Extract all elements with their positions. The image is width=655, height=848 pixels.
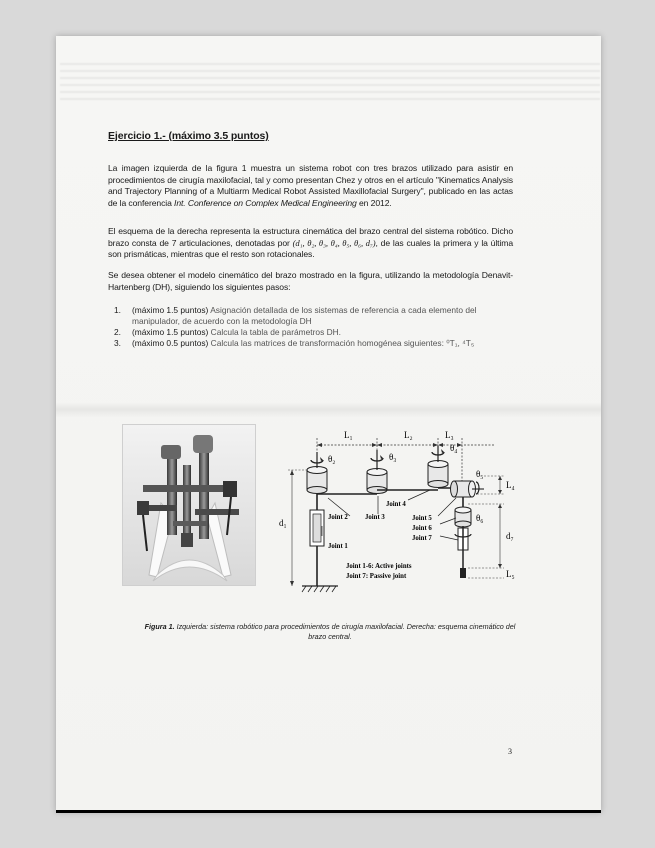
- label-L4: L₄: [506, 480, 515, 490]
- legend-active-joints: Joint 1-6: Active joints: [346, 563, 412, 570]
- theta4-rotation-icon: [432, 446, 444, 462]
- label-joint4: Joint 4: [386, 501, 406, 508]
- joint1-slider: [313, 514, 321, 542]
- legend-passive-joint: Joint 7: Passive joint: [346, 573, 407, 580]
- step-3-content: [132, 338, 514, 349]
- conference-name: Int. Conference on Complex Medical Engineering: [174, 197, 357, 208]
- paragraph-intro: [108, 163, 513, 209]
- step-1-content: [132, 305, 514, 327]
- step-2-number: 2.: [114, 327, 121, 337]
- robot-photo: [122, 424, 256, 586]
- paper-fold: [56, 402, 601, 418]
- figure-caption: [140, 622, 520, 641]
- step-1-points: (máximo 1.5 puntos): [132, 305, 209, 315]
- label-d1: d₁: [279, 518, 287, 528]
- kinematic-diagram: [262, 418, 530, 608]
- label-L1: L₁: [344, 430, 353, 440]
- caption-label: Figura 1.: [144, 622, 175, 631]
- top-dimension-line: [317, 438, 494, 483]
- joint5-cylinder: [451, 481, 476, 497]
- joint6-cylinder: [455, 507, 471, 527]
- ground-hatch: [302, 586, 336, 592]
- exercise-title: Ejercicio 1.- (máximo 3.5 puntos): [108, 130, 269, 142]
- label-joint5: Joint 5: [412, 515, 432, 522]
- step-1-text: Asignación detallada de los sistemas de referencia a cada elemento del manipulador, de acuerdo con la metodología DH: [132, 305, 477, 326]
- step-3-points: (máximo 0.5 puntos): [132, 338, 209, 348]
- bleed-through-text: [60, 62, 600, 100]
- page-number: 3: [508, 747, 512, 756]
- paragraph-intro-end: en 2012.: [356, 197, 392, 208]
- label-theta3: θ₃: [389, 452, 397, 462]
- theta2-rotation-icon: [311, 452, 323, 468]
- joint-variables: (d₁, θ₂, θ₃, θ₄, θ₅, θ₆, d₇): [292, 237, 376, 248]
- joint4-cylinder: [428, 461, 448, 488]
- bottom-edge-line: [56, 810, 601, 813]
- label-theta2: θ₂: [328, 454, 336, 464]
- paragraph-scheme-end: , de las cuales la primera y la última son prismáticas, mientras que el resto son rotacionales.: [108, 237, 514, 260]
- step-1: [114, 305, 514, 327]
- steps-list: [114, 305, 514, 349]
- label-joint6: Joint 6: [412, 525, 432, 532]
- step-2-content: [132, 327, 514, 338]
- label-joint2: Joint 2: [328, 514, 348, 521]
- label-L3: L₃: [445, 430, 454, 440]
- robot-photo-illustration: [123, 425, 255, 585]
- caption-text: Izquierda: sistema robótico para procedimientos de cirugía maxilofacial. Derecha: esquema cinemático del brazo central.: [174, 622, 516, 641]
- step-2: [114, 327, 514, 338]
- label-theta6: θ₆: [476, 513, 484, 523]
- step-2-text: Calcula la tabla de parámetros DH.: [210, 327, 342, 337]
- label-L2: L₂: [404, 430, 413, 440]
- joint2-cylinder: [307, 467, 327, 494]
- label-joint7: Joint 7: [412, 535, 432, 542]
- paragraph-scheme: [108, 226, 513, 261]
- joint7-prismatic: [455, 526, 471, 578]
- step-2-points: (máximo 1.5 puntos): [132, 327, 209, 337]
- label-d7: d₇: [506, 531, 514, 541]
- step-1-number: 1.: [114, 305, 121, 315]
- label-joint1: Joint 1: [328, 543, 348, 550]
- paragraph-task: Se desea obtener el modelo cinemático del brazo mostrado en la figura, utilizando la metodología Denavit-Hartenberg (DH), siguiendo los siguientes pasos:: [108, 270, 513, 292]
- paragraph-scheme-text: El esquema de la derecha representa la estructura cinemática del brazo central del sistema robótico. Dicho brazo consta de 7 articulaciones, denotadas por: [108, 226, 513, 248]
- paragraph-intro-text: La imagen izquierda de la figura 1 muestra un sistema robot con tres brazos utilizado para asistir en procedimientos de cirugía maxilofacial, tal y como presentan Chez y otros en el artículo "Kinematics Analysis and Trajectory Planning of a Multiarm Medical Robot Assisted Maxillofacial Surgery", publicado en las actas de la conferencia: [108, 163, 513, 208]
- label-theta4: θ₄: [450, 443, 458, 453]
- label-L5: L₅: [506, 569, 515, 579]
- step-3: [114, 338, 514, 349]
- label-joint3: Joint 3: [365, 514, 385, 521]
- label-theta5: θ₅: [476, 469, 484, 479]
- step-3-text: Calcula las matrices de transformación homogénea siguientes: ⁰T₁, ⁴T₅: [210, 338, 475, 348]
- theta3-rotation-icon: [371, 450, 383, 470]
- step-3-number: 3.: [114, 338, 121, 348]
